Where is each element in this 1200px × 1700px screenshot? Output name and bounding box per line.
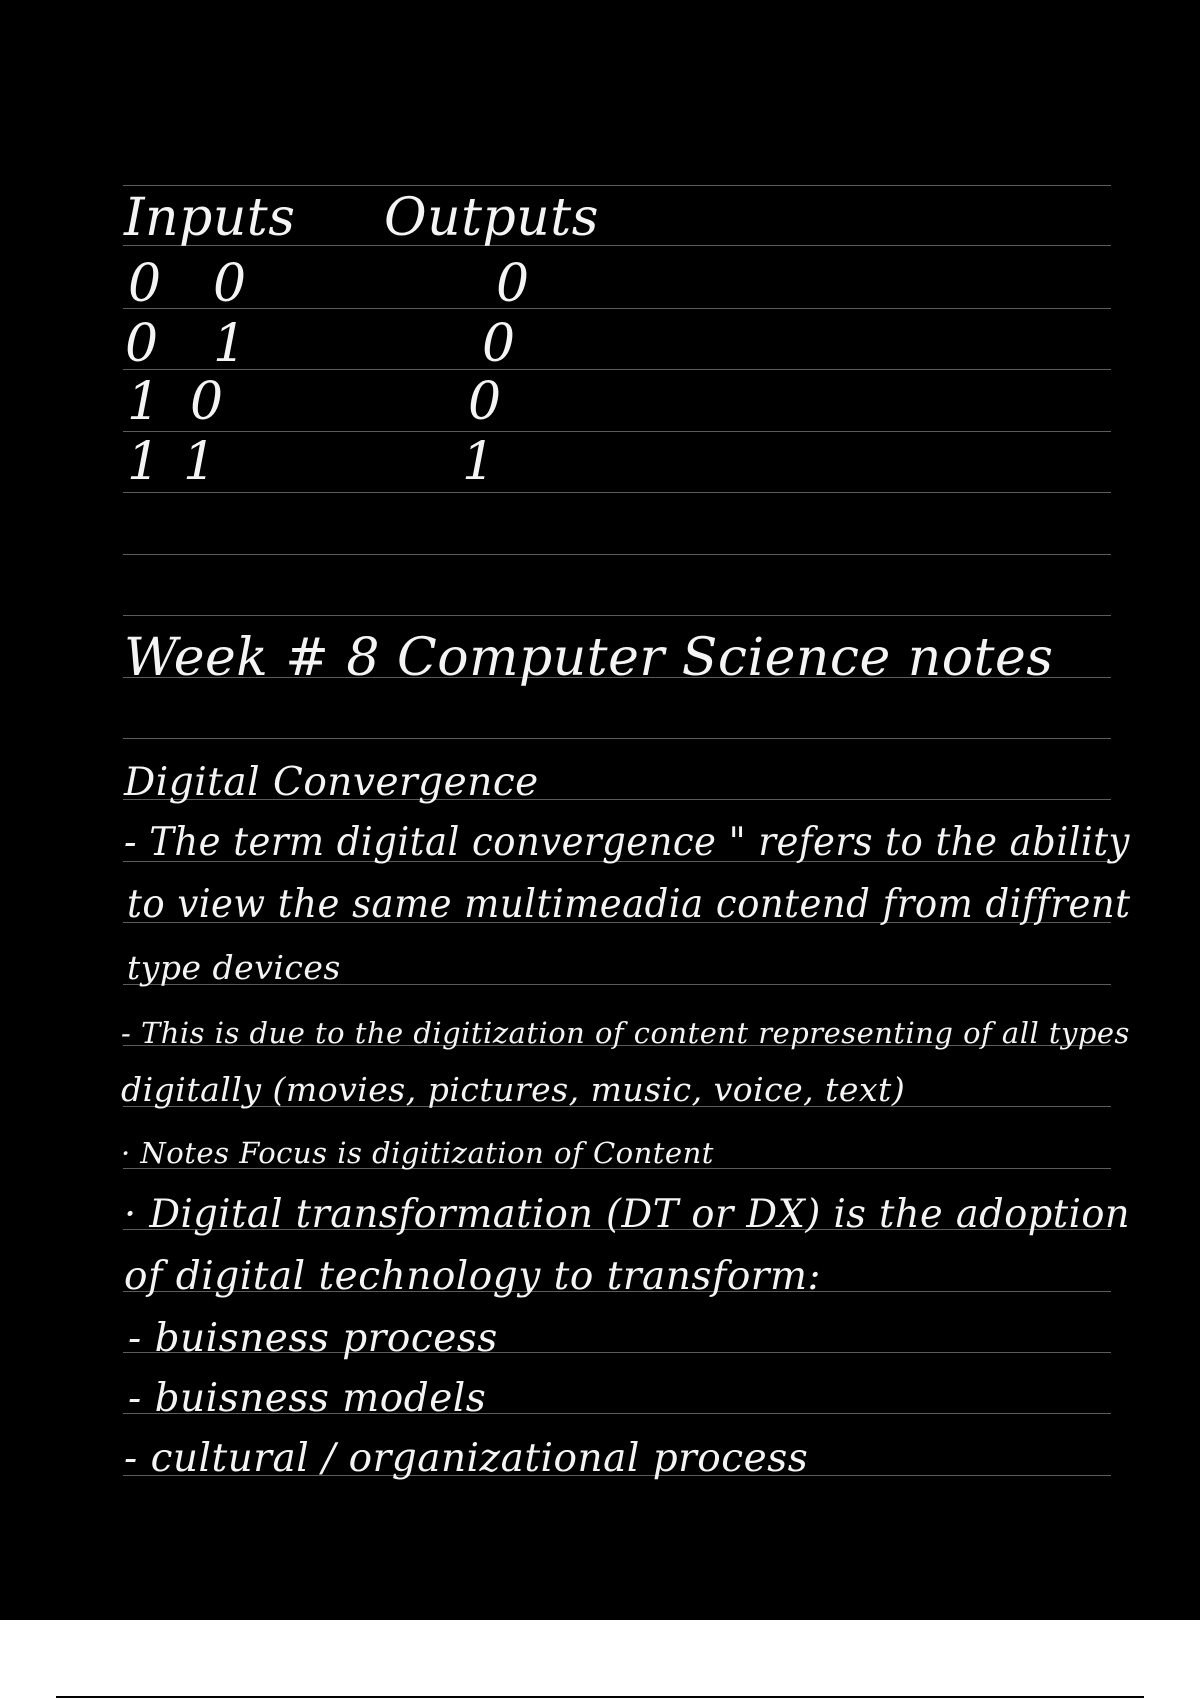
note-line: · Digital transformation (DT or DX) is the adoption [124,1192,1131,1237]
row-1-input-a: 0 [128,254,162,314]
row-3-input-b: 0 [190,372,224,432]
note-line: digitally (movies, pictures, music, voice, text) [121,1070,906,1109]
row-2-input-a: 0 [125,314,159,374]
ruled-line [123,554,1111,555]
note-line: to view the same multimeadia contend from diffrent [127,882,1131,927]
note-line: - The term digital convergence " refers to the ability [124,820,1130,865]
page-title: Week # 8 Computer Science notes [124,628,1054,688]
note-line: · Notes Focus is digitization of Content [121,1136,714,1170]
row-3-input-a: 1 [127,372,161,432]
row-1-input-b: 0 [213,254,247,314]
ruled-line [123,431,1111,432]
ruled-line [123,492,1111,493]
ruled-line [123,738,1111,739]
row-1-output: 0 [496,254,530,314]
note-line: type devices [127,948,341,987]
section-heading: Digital Convergence [124,760,539,805]
footer-rule [56,1696,1144,1698]
ruled-line [123,185,1111,186]
note-line: of digital technology to transform: [124,1254,822,1299]
note-line: - cultural / organizational process [124,1436,809,1481]
row-4-input-b: 1 [183,432,217,492]
outputs-header: Outputs [384,188,599,248]
row-2-output: 0 [482,314,516,374]
row-4-input-a: 1 [127,432,161,492]
row-2-input-b: 1 [213,314,247,374]
note-line: - buisness models [128,1376,487,1421]
row-3-output: 0 [468,372,502,432]
ruled-line [123,308,1111,309]
ruled-line [123,615,1111,616]
note-line: - buisness process [128,1316,498,1361]
ruled-line [123,369,1111,370]
inputs-header: Inputs [124,188,296,248]
row-4-output: 1 [462,432,496,492]
note-line: - This is due to the digitization of content representing of all types [121,1016,1130,1050]
